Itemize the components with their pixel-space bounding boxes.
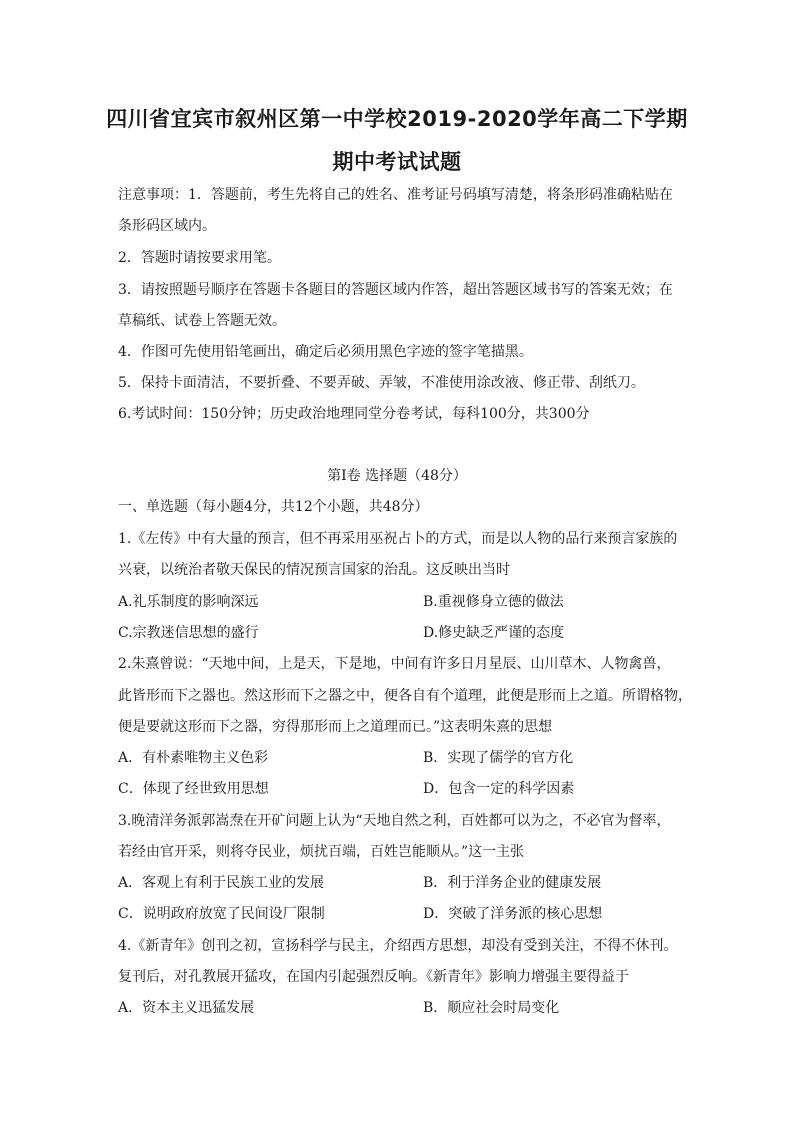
question-1-stem: 兴衰，以统治者敬天保民的情况预言国家的治乱。这反映出当时	[118, 562, 510, 578]
question-4-option-a: A．资本主义迅猛发展	[118, 1000, 255, 1016]
question-3-option-a: A．客观上有利于民族工业的发展	[118, 875, 325, 891]
note-line: 条形码区域内。	[118, 218, 216, 234]
question-2-option-c: C．体现了经世致用思想	[118, 781, 269, 797]
note-line: 6.考试时间：150分钟；历史政治地理同堂分卷考试，每科100分，共300分	[118, 406, 590, 422]
question-1-option-b: B.重视修身立德的做法	[423, 594, 564, 610]
question-2-stem: 2.朱熹曾说：“天地中间，上是天，下是地，中间有许多日月星辰、山川草木、人物禽兽，	[118, 656, 671, 672]
question-2-stem: 此皆形而下之器也。然这形而下之器之中，便各自有个道理，此便是形而上之道。所谓格物，	[118, 688, 692, 704]
question-2-option-d: D．包含一定的科学因素	[423, 781, 575, 797]
question-3-stem: 3.晚清洋务派郭嵩焘在开矿问题上认为“天地自然之利，百姓都可以为之，不必官为督率，	[118, 813, 671, 829]
question-3-stem: 若经由官开采，则将夺民业，烦扰百端，百姓岂能顺从。”这一主张	[118, 844, 525, 860]
question-4-stem: 4.《新青年》创刊之初，宣扬科学与民主，介绍西方思想，却没有受到关注，不得不休刊。	[118, 938, 678, 954]
question-2-stem: 便是要就这形而下之器，穷得那形而上之道理而已。”这表明朱熹的思想	[118, 719, 553, 735]
section-title: 第Ⅰ卷 选择题（48分）	[327, 468, 467, 484]
question-2-option-a: A．有朴素唯物主义色彩	[118, 750, 269, 766]
note-line: 草稿纸、试卷上答题无效。	[118, 313, 286, 329]
question-1-stem: 1.《左传》中有大量的预言，但不再采用巫祝占卜的方式，而是以人物的品行来预言家族的	[118, 531, 678, 547]
question-3-option-b: B．利于洋务企业的健康发展	[423, 875, 602, 891]
question-3-option-c: C．说明政府放宽了民间设厂限制	[118, 906, 325, 922]
part-heading: 一、单选题（每小题4分，共12个小题，共48分）	[118, 499, 429, 515]
exam-title-line1: 四川省宜宾市叙州区第一中学校2019-2020学年高二下学期	[106, 107, 688, 131]
question-1-option-c: C.宗教迷信思想的盛行	[118, 625, 259, 641]
question-4-stem: 复刊后，对孔教展开猛攻，在国内引起强烈反响。《新青年》影响力增强主要得益于	[118, 969, 629, 985]
note-line: 5．保持卡面清洁，不要折叠、不要弄破、弄皱，不准使用涂改液、修正带、刮纸刀。	[118, 375, 645, 391]
note-line: 注意事项：1．答题前，考生先将自己的姓名、准考证号码填写清楚，将条形码准确粘贴在	[118, 187, 673, 203]
question-4-option-b: B．顺应社会时局变化	[423, 1000, 560, 1016]
question-1-option-d: D.修史缺乏严谨的态度	[423, 625, 565, 641]
exam-title-line2: 期中考试试题	[332, 150, 462, 174]
question-2-option-b: B．实现了儒学的官方化	[423, 750, 574, 766]
question-3-option-d: D．突破了洋务派的核心思想	[423, 906, 603, 922]
question-1-option-a: A.礼乐制度的影响深远	[118, 594, 259, 610]
note-line: 2．答题时请按要求用笔。	[118, 250, 281, 266]
note-line: 4．作图可先使用铅笔画出，确定后必须用黑色字迹的签字笔描黑。	[118, 344, 533, 360]
note-line: 3．请按照题号顺序在答题卡各题目的答题区域内作答，超出答题区域书写的答案无效；在	[118, 282, 673, 298]
